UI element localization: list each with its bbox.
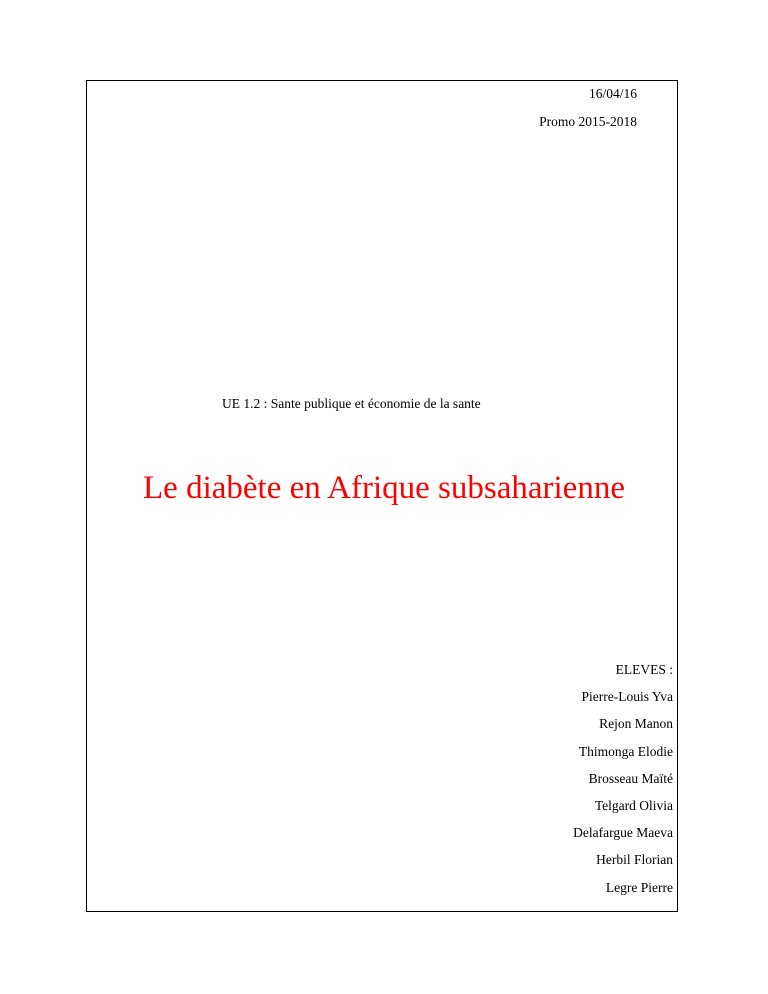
student-name: Thimonga Elodie [578, 743, 673, 759]
student-name: Brosseau Maïté [588, 770, 673, 786]
student-name: Delafargue Maeva [573, 825, 673, 841]
course-unit: UE 1.2 : Sante publique et économie de la sante [222, 396, 481, 411]
student-name: Rejon Manon [599, 716, 673, 732]
student-name: Herbil Florian [596, 852, 673, 868]
student-name: Telgard Olivia [594, 797, 673, 813]
document-title: Le diabète en Afrique subsaharienne [143, 470, 625, 506]
student-name: Legre Pierre [605, 879, 673, 895]
students-list [573, 662, 673, 907]
students-heading: ELEVES : [615, 662, 673, 677]
document-date: 16/04/16 [588, 86, 637, 101]
student-name: Pierre-Louis Yva [581, 689, 673, 705]
promo-label: Promo 2015-2018 [539, 114, 637, 129]
